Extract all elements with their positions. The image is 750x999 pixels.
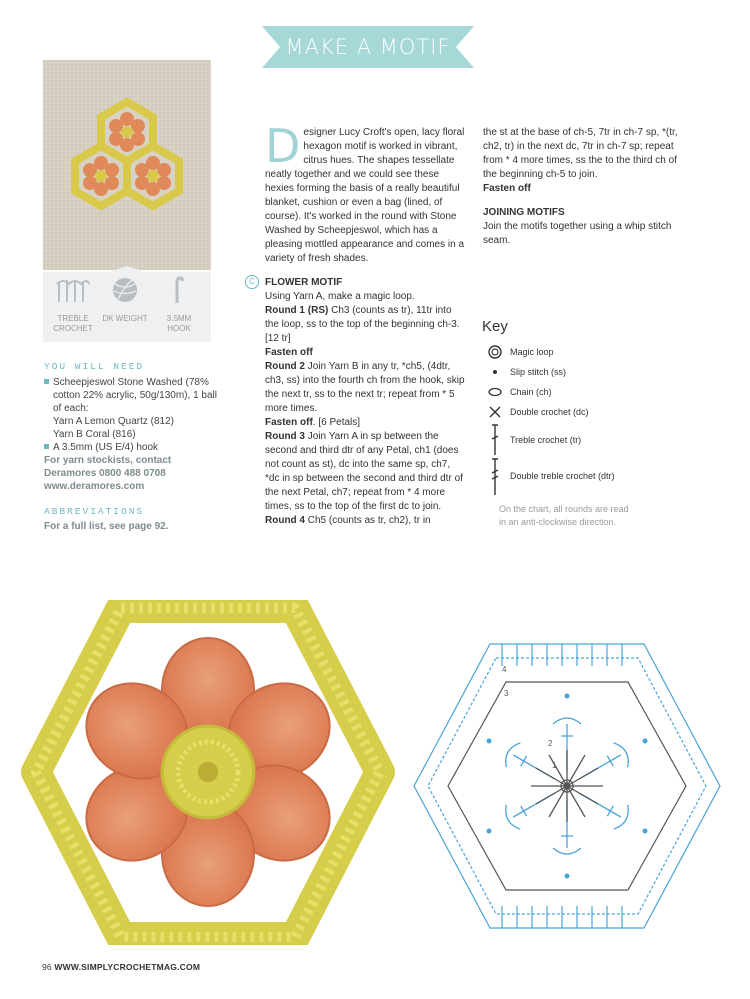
key-title: Key — [482, 318, 508, 335]
magic-loop-icon — [486, 343, 504, 363]
joining-text: Join the motifs together using a whip stitch seam. — [483, 221, 672, 246]
page-number: 96 — [42, 962, 52, 972]
stockists-url[interactable]: www.deramores.com — [44, 481, 145, 492]
large-motif-photo — [18, 600, 398, 945]
treble-crochet-icon: TREBLE CROCHET — [49, 276, 97, 334]
chart-key — [482, 318, 682, 529]
chain-icon — [486, 383, 504, 403]
yarn-item: Scheepjeswol Stone Washed (78% cotton 22% acrylic, 50g/130m), 1 ball of each: Yarn A Lemon Quartz (812) Yarn B Coral (816) — [44, 376, 219, 441]
flower-motif-heading: C FLOWER MOTIF — [265, 276, 465, 290]
double-treble-crochet-icon — [486, 457, 504, 497]
banner-title: MAKE A MOTIF — [285, 35, 451, 59]
dropcap: D — [265, 119, 301, 173]
page-folio — [42, 962, 200, 972]
section-banner — [262, 24, 474, 70]
joining-heading: JOINING MOTIFS — [483, 207, 565, 218]
crochet-chart — [402, 636, 732, 936]
yarn-ball-icon: DK WEIGHT — [101, 276, 149, 324]
hook-icon: 3.5MM HOOK — [155, 276, 203, 334]
fasten-off-2: Fasten off. [6 Petals] — [265, 417, 361, 428]
abbreviations-heading: ABBREVIATIONS — [44, 506, 145, 517]
abbreviations-text: For a full list, see page 92. — [44, 521, 169, 532]
pattern-column-1 — [249, 119, 465, 528]
chart-round-4-label: 4 — [502, 665, 507, 674]
stockists-line1: For yarn stockists, contact — [44, 455, 172, 466]
motif-photo — [43, 60, 211, 270]
round-1: Round 1 (RS) Ch3 (counts as tr), 11tr into the loop, ss to the top of the beginning ch-3. [12 tr] — [265, 305, 460, 344]
fasten-off-1: Fasten off — [265, 347, 313, 358]
round-3: Round 3 Join Yarn A in sp between the second and third dtr of any Petal, ch1 (does not count as st), dc into the same sp, ch7, *dc in sp between the second and third dtr of the next Petal, ch7; repeat from * 4 more times, ss to the top of the first dc to join. — [265, 431, 463, 512]
materials-list — [44, 360, 219, 533]
key-note: On the chart, all rounds are read in an anti-clockwise direction. — [499, 504, 629, 527]
website-url[interactable]: WWW.SIMPLYCROCHETMAG.COM — [54, 962, 201, 972]
chart-round-2-label: 2 — [548, 739, 553, 748]
key-magic-loop: Magic loop — [482, 343, 682, 363]
slip-stitch-icon — [486, 363, 504, 383]
key-double-treble-crochet: Double treble crochet (dtr) — [482, 457, 682, 497]
you-will-need-heading: YOU WILL NEED — [44, 361, 145, 372]
key-treble-crochet: Treble crochet (tr) — [482, 423, 682, 457]
round-4: Round 4 Ch5 (counts as tr, ch2), tr in — [265, 515, 431, 526]
intro-text: esigner Lucy Croft's open, lacy floral hexagon motif is worked in vibrant, citrus hues. The shapes tessellate neatly together and we could see these hexies forming the basis of a really beautiful blanket, cushion or even a bag (lined, of course). It's worked in the round with Stone Washed by Scheepjeswol, which has a pleasing mottled appearance and comes in a variety of fresh shades. — [265, 127, 465, 264]
chart-round-3-label: 3 — [504, 689, 509, 698]
treble-crochet-icon — [486, 423, 504, 457]
key-slip-stitch: Slip stitch (ss) — [482, 363, 682, 383]
copyright-badge: C — [245, 275, 259, 289]
key-chain: Chain (ch) — [482, 383, 682, 403]
hook-item: A 3.5mm (US E/4) hook — [44, 441, 219, 454]
key-double-crochet: Double crochet (dc) — [482, 403, 682, 423]
round-2: Round 2 Join Yarn B in any tr, *ch5, (4dtr, ch3, ss) into the fourth ch from the hook, skip the next tr, ss to the next tr; repeat from * 5 more times. — [265, 361, 465, 414]
fasten-off-3: Fasten off — [483, 183, 531, 194]
pattern-start: Using Yarn A, make a magic loop. — [265, 291, 415, 302]
double-crochet-icon — [486, 403, 504, 423]
chart-round-1-label: 1 — [552, 761, 557, 770]
pattern-column-2 — [483, 126, 688, 248]
project-info-panel — [43, 266, 211, 342]
round-4-continued: the st at the base of ch-5, 7tr in ch-7 sp, *(tr, ch2, tr) in the next dc, 7tr in ch-7 sp; repeat from * 4 more times, ss the to the third ch of the beginning ch-5 to join. — [483, 127, 678, 180]
stockists-line2: Deramores 0800 488 0708 — [44, 468, 166, 479]
